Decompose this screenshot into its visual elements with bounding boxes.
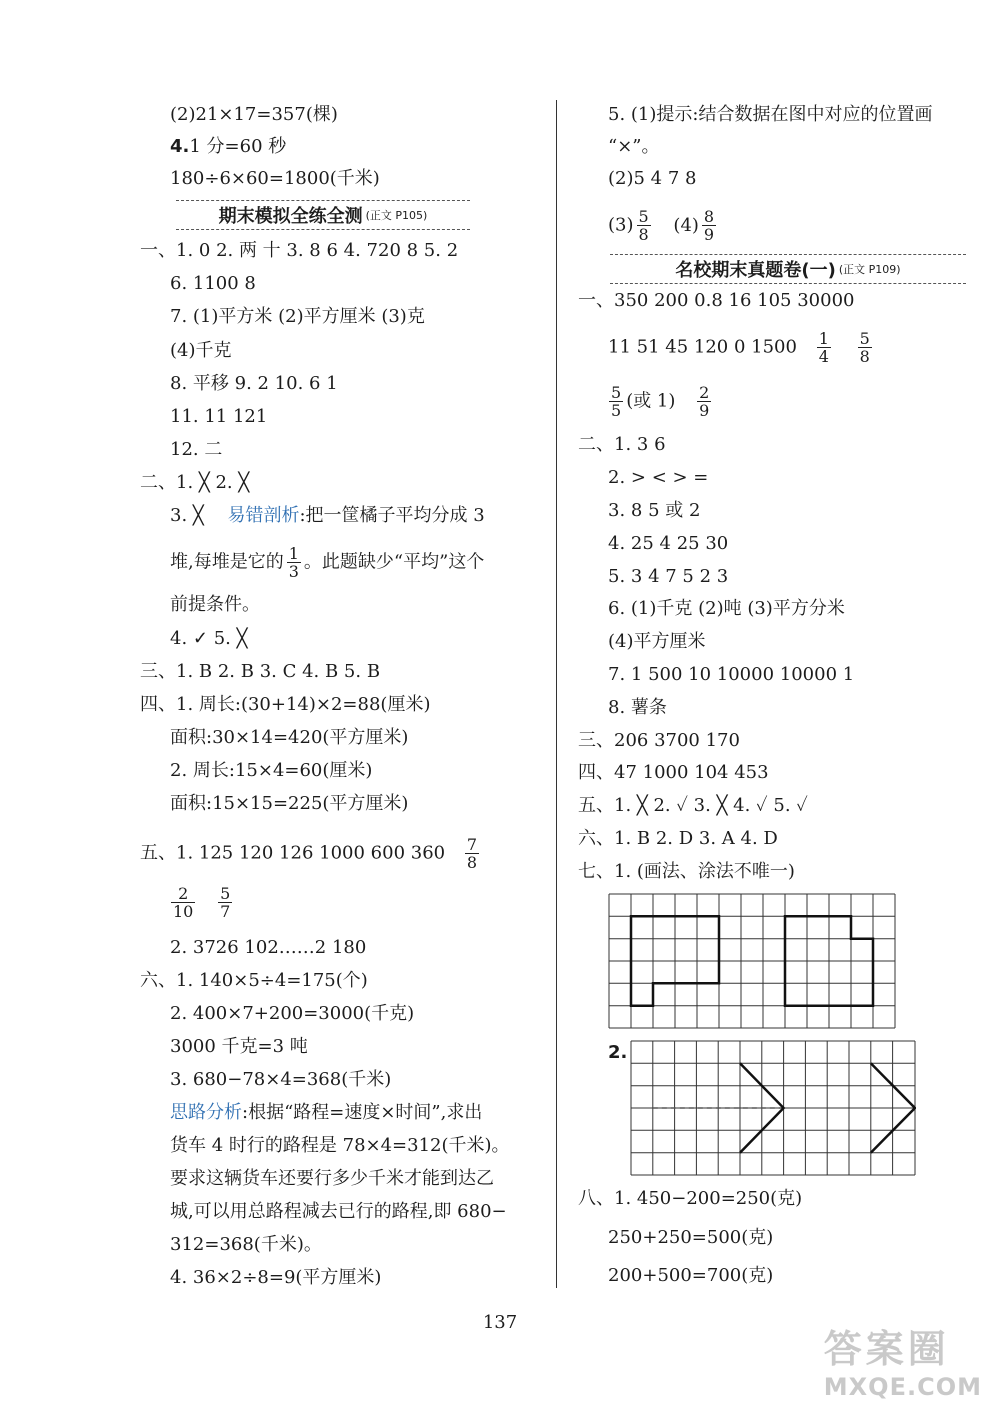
page-number: 137 (482, 1312, 518, 1333)
answer-line: 六、1. 140×5÷4=175(个) (140, 970, 368, 991)
grid-drawing-1 (608, 893, 896, 1029)
grid-drawing-2 (630, 1040, 916, 1176)
answer-line: 一、1. 0 2. 两 十 3. 8 6 4. 720 8 5. 2 (140, 240, 459, 261)
answer-line: 7. (1)平方米 (2)平方厘米 (3)克 (170, 306, 425, 327)
answer-line: 3. 680−78×4=368(千米) (170, 1069, 392, 1090)
answer-text: 1 分=60 秒 (189, 136, 287, 157)
answer-line: 7. 1 500 10 10000 10000 1 (608, 664, 855, 685)
answer-line: 2. 400×7+200=3000(千克) (170, 1003, 415, 1024)
answer-line: 3000 千克=3 吨 (170, 1036, 308, 1057)
numerator: 5 (220, 884, 231, 903)
answer-line (170, 505, 485, 527)
answer-line: 二、1. 3 6 (578, 434, 666, 455)
fraction (858, 330, 872, 365)
section-heading (176, 200, 470, 230)
column-divider (556, 100, 557, 1288)
answer-line: (2)21×17=357(棵) (170, 104, 338, 125)
denominator: 9 (703, 225, 715, 244)
answer-line: 二、1. ╳ 2. ╳ (140, 472, 250, 493)
answer-line: 前提条件。 (170, 594, 260, 615)
fraction (287, 545, 301, 580)
answer-line: 200+500=700(克) (608, 1265, 774, 1286)
answer-line: 城,可以用总路程减去已行的路程,即 680− (170, 1201, 507, 1222)
answer-line: 250+250=500(克) (608, 1227, 774, 1248)
answer-line (170, 136, 286, 158)
section-source: (正文 P105) (365, 209, 428, 222)
item-number: 4. (170, 136, 190, 157)
numerator: 7 (466, 835, 478, 854)
answer-text: (3) (608, 214, 634, 236)
fraction (697, 384, 711, 419)
denominator: 7 (220, 902, 231, 921)
answer-line: 3. 8 5 或 2 (608, 500, 701, 521)
answer-line: 4. 36×2÷8=9(平方厘米) (170, 1267, 382, 1288)
answer-text: :根据“路程=速度×时间”,求出 (242, 1102, 483, 1123)
answer-line: 面积:30×14=420(平方厘米) (170, 727, 409, 748)
answer-line: 要求这辆货车还要行多少千米才能到达乙 (170, 1168, 494, 1189)
section-source: (正文 P109) (838, 263, 901, 276)
answer-line: 2. 3726 102……2 180 (170, 937, 367, 958)
answer-line: (2)5 4 7 8 (608, 168, 697, 189)
answer-text: :把一筐橘子平均分成 3 (299, 505, 485, 526)
numerator: 2 (699, 383, 710, 402)
answer-line (170, 1102, 482, 1124)
answer-line: 5. (1)提示:结合数据在图中对应的位置画 (608, 104, 933, 125)
answer-line (170, 545, 484, 580)
fraction (609, 384, 623, 419)
section-title: 名校期末真题卷(一) (675, 260, 836, 281)
answer-line: 三、1. B 2. B 3. C 4. B 5. B (140, 661, 381, 682)
answer-line: (4)千克 (170, 340, 232, 361)
answer-text: 。此题缺少“平均”这个 (303, 551, 485, 573)
error-analysis-tag: 易错剖析 (227, 505, 300, 526)
answer-line: 6. (1)千克 (2)吨 (3)平方分米 (608, 598, 845, 619)
denominator: 8 (859, 347, 870, 366)
answer-line (606, 384, 714, 419)
answer-line (140, 836, 482, 871)
numerator: 8 (703, 207, 715, 226)
answer-line: 312=368(千米)。 (170, 1234, 322, 1255)
answer-text: (或 1) (626, 390, 676, 412)
numerator: 5 (611, 383, 622, 402)
numerator: 2 (178, 884, 189, 903)
answer-line: 4. 25 4 25 30 (608, 533, 729, 554)
item-number: 2. (608, 1042, 628, 1063)
fraction (817, 330, 831, 365)
fraction (171, 885, 195, 920)
answer-line: 六、1. B 2. D 3. A 4. D (578, 828, 778, 849)
numerator: 5 (859, 329, 870, 348)
answer-line: 8. 平移 9. 2 10. 6 1 (170, 373, 338, 394)
answer-line: 四、1. 周长:(30+14)×2=88(厘米) (140, 694, 431, 715)
answer-line: 一、350 200 0.8 16 105 30000 (578, 290, 855, 311)
fraction (702, 208, 716, 243)
answer-line: 面积:15×15=225(平方厘米) (170, 793, 409, 814)
answer-line: 七、1. (画法、涂法不唯一) (578, 861, 795, 882)
reasoning-tag: 思路分析 (170, 1102, 242, 1123)
answer-text: 堆,每堆是它的 (170, 551, 284, 573)
answer-line (608, 208, 719, 243)
denominator: 4 (818, 347, 829, 366)
answer-line: 四、47 1000 104 453 (578, 762, 769, 783)
answer-line: 2. 周长:15×4=60(厘米) (170, 760, 373, 781)
answer-line: (4)平方厘米 (608, 631, 706, 652)
denominator: 10 (173, 902, 194, 921)
watermark-line: MXQE.COM (823, 1373, 982, 1401)
answer-line: 11. 11 121 (170, 406, 268, 427)
answer-line: 6. 1100 8 (170, 273, 256, 294)
numerator: 5 (638, 207, 649, 226)
answer-line: 180÷6×60=1800(千米) (170, 168, 380, 189)
answer-line: 12. 二 (170, 439, 223, 460)
answer-text: 11 51 45 120 0 1500 (608, 336, 797, 358)
watermark-line: 答案圈 (823, 1327, 950, 1371)
answer-line (608, 1042, 627, 1064)
answer-line: 4. ✓ 5. ╳ (170, 628, 248, 649)
denominator: 3 (288, 562, 299, 581)
denominator: 5 (611, 401, 622, 420)
answer-text: (4) (673, 214, 699, 236)
answer-line: “×”。 (608, 136, 660, 157)
answer-line (168, 885, 235, 920)
denominator: 8 (466, 853, 478, 872)
denominator: 8 (638, 225, 649, 244)
fraction (637, 208, 651, 243)
numerator: 1 (818, 329, 829, 348)
answer-line: 货车 4 时行的路程是 78×4=312(千米)。 (170, 1135, 510, 1156)
answer-text: 3. ╳ (170, 505, 204, 526)
section-title: 期末模拟全练全测 (218, 206, 363, 227)
answer-line: 八、1. 450−200=250(克) (578, 1188, 803, 1209)
answer-line: 五、1. ╳ 2. ✓ 3. ╳ 4. ✓ 5. ✓ (578, 795, 808, 816)
answer-line: 5. 3 4 7 5 2 3 (608, 566, 729, 587)
fraction (218, 885, 232, 920)
fraction (465, 836, 479, 871)
section-heading (610, 254, 966, 284)
answer-line: 三、206 3700 170 (578, 730, 740, 751)
answer-text: 五、1. 125 120 126 1000 600 360 (140, 842, 446, 864)
answer-line (608, 330, 875, 365)
numerator: 1 (288, 544, 299, 563)
answer-line: 8. 薯条 (608, 697, 667, 718)
answer-line: 2. > < > = (608, 467, 709, 488)
watermark-logo (824, 1318, 982, 1401)
denominator: 9 (699, 401, 710, 420)
